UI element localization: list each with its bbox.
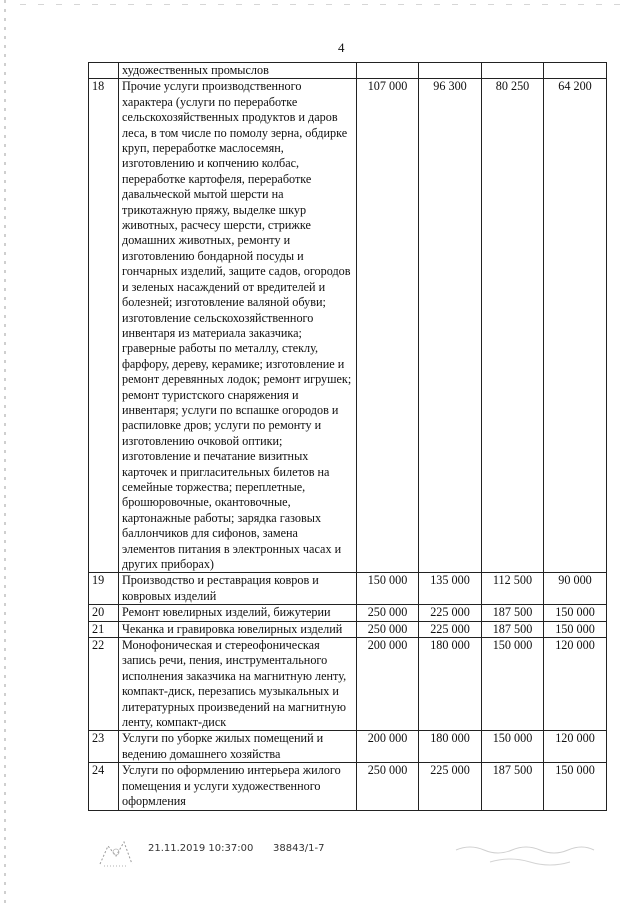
service-description: Услуги по оформлению интерьера жилого помещения и услуги художественного оформления — [119, 763, 357, 810]
rate-value-1: 250 000 — [357, 605, 419, 621]
rate-value-4: 64 200 — [544, 79, 607, 573]
row-number: 21 — [89, 621, 119, 637]
rate-value-1: 107 000 — [357, 79, 419, 573]
rate-value-2: 96 300 — [419, 79, 482, 573]
scan-edge-artifact — [4, 0, 6, 905]
service-description: художественных промыслов — [119, 63, 357, 79]
table-row — [89, 731, 607, 763]
rate-value-1: 200 000 — [357, 638, 419, 731]
rate-value-3: 187 500 — [482, 621, 544, 637]
rate-value-2: 225 000 — [419, 605, 482, 621]
rate-value-2: 180 000 — [419, 638, 482, 731]
row-number: 19 — [89, 573, 119, 605]
rate-value-2 — [419, 63, 482, 79]
rate-value-3: 80 250 — [482, 79, 544, 573]
table-row — [89, 763, 607, 810]
rate-value-4: 150 000 — [544, 763, 607, 810]
rate-value-3: 150 000 — [482, 638, 544, 731]
rate-value-1: 250 000 — [357, 621, 419, 637]
service-description: Услуги по уборке жилых помещений и ведению домашнего хозяйства — [119, 731, 357, 763]
service-description: Чеканка и гравировка ювелирных изделий — [119, 621, 357, 637]
rate-value-1: 200 000 — [357, 731, 419, 763]
rate-value-3: 112 500 — [482, 573, 544, 605]
rate-value-3 — [482, 63, 544, 79]
rate-value-4: 120 000 — [544, 638, 607, 731]
row-number: 24 — [89, 763, 119, 810]
table-row — [89, 63, 607, 79]
footer-datetime: 21.11.2019 10:37:00 — [148, 843, 254, 854]
service-description: Ремонт ювелирных изделий, бижутерии — [119, 605, 357, 621]
service-description: Производство и реставрация ковров и ковровых изделий — [119, 573, 357, 605]
table-row — [89, 573, 607, 605]
scan-top-artifact — [20, 4, 620, 5]
rate-value-1 — [357, 63, 419, 79]
rate-value-4: 120 000 — [544, 731, 607, 763]
rate-value-4 — [544, 63, 607, 79]
footer-doc-number: 38843/1-7 — [273, 843, 325, 854]
row-number — [89, 63, 119, 79]
table-row — [89, 605, 607, 621]
row-number: 20 — [89, 605, 119, 621]
service-description: Прочие услуги производственного характера (услуги по переработке сельскохозяйственных продуктов и даров леса, в том числе по помолу зерна, обдирке круп, переработке маслосемян, изготовлению и копчению колбас, переработке картофеля, переработке давальческой мытой шерсти на трикотажную пряжу, выделке шкур животных, расчесу шерсти, стрижке домашних животных, ремонту и изготовлению бондарной посуды и гончарных изделий, защите садов, огородов и зеленых насаждений от вредителей и болезней; изготовление валяной обуви; изготовление сельскохозяйственного инвентаря из материала заказчика; граверные работы по металлу, стеклу, фарфору, дереву, керамике; изготовление и ремонт деревянных лодок; ремонт игрушек; ремонт туристского снаряжения и инвентаря; услуги по вспашке огородов и распиловке дров; услуги по ремонту и изготовлению очковой оптики; изготовление и печатание визитных карточек и пригласительных билетов на семейные торжества; переплетные, брошюровочные, окантовочные, картонажные работы; зарядка газовых баллончиков для сифонов, замена элементов питания в электронных часах и других приборах) — [119, 79, 357, 573]
table-row — [89, 621, 607, 637]
stamp-icon — [96, 834, 136, 868]
services-table — [88, 62, 607, 811]
page-number: 4 — [338, 40, 345, 55]
rate-value-2: 225 000 — [419, 621, 482, 637]
rate-value-2: 135 000 — [419, 573, 482, 605]
row-number: 22 — [89, 638, 119, 731]
table-row — [89, 638, 607, 731]
service-description: Монофоническая и стереофоническая запись речи, пения, инструментального исполнения заказчика на магнитную ленту, компакт-диск, перезапись музыкальных и литературных произведений на магнитную ленту, компакт-диск — [119, 638, 357, 731]
rate-value-1: 150 000 — [357, 573, 419, 605]
rate-value-3: 150 000 — [482, 731, 544, 763]
rate-value-4: 150 000 — [544, 605, 607, 621]
rate-value-4: 150 000 — [544, 621, 607, 637]
row-number: 23 — [89, 731, 119, 763]
rate-value-2: 225 000 — [419, 763, 482, 810]
rate-value-4: 90 000 — [544, 573, 607, 605]
rate-value-1: 250 000 — [357, 763, 419, 810]
table-row — [89, 79, 607, 573]
faint-signature-mark — [450, 840, 600, 868]
rate-value-3: 187 500 — [482, 763, 544, 810]
row-number: 18 — [89, 79, 119, 573]
rate-value-2: 180 000 — [419, 731, 482, 763]
rate-value-3: 187 500 — [482, 605, 544, 621]
